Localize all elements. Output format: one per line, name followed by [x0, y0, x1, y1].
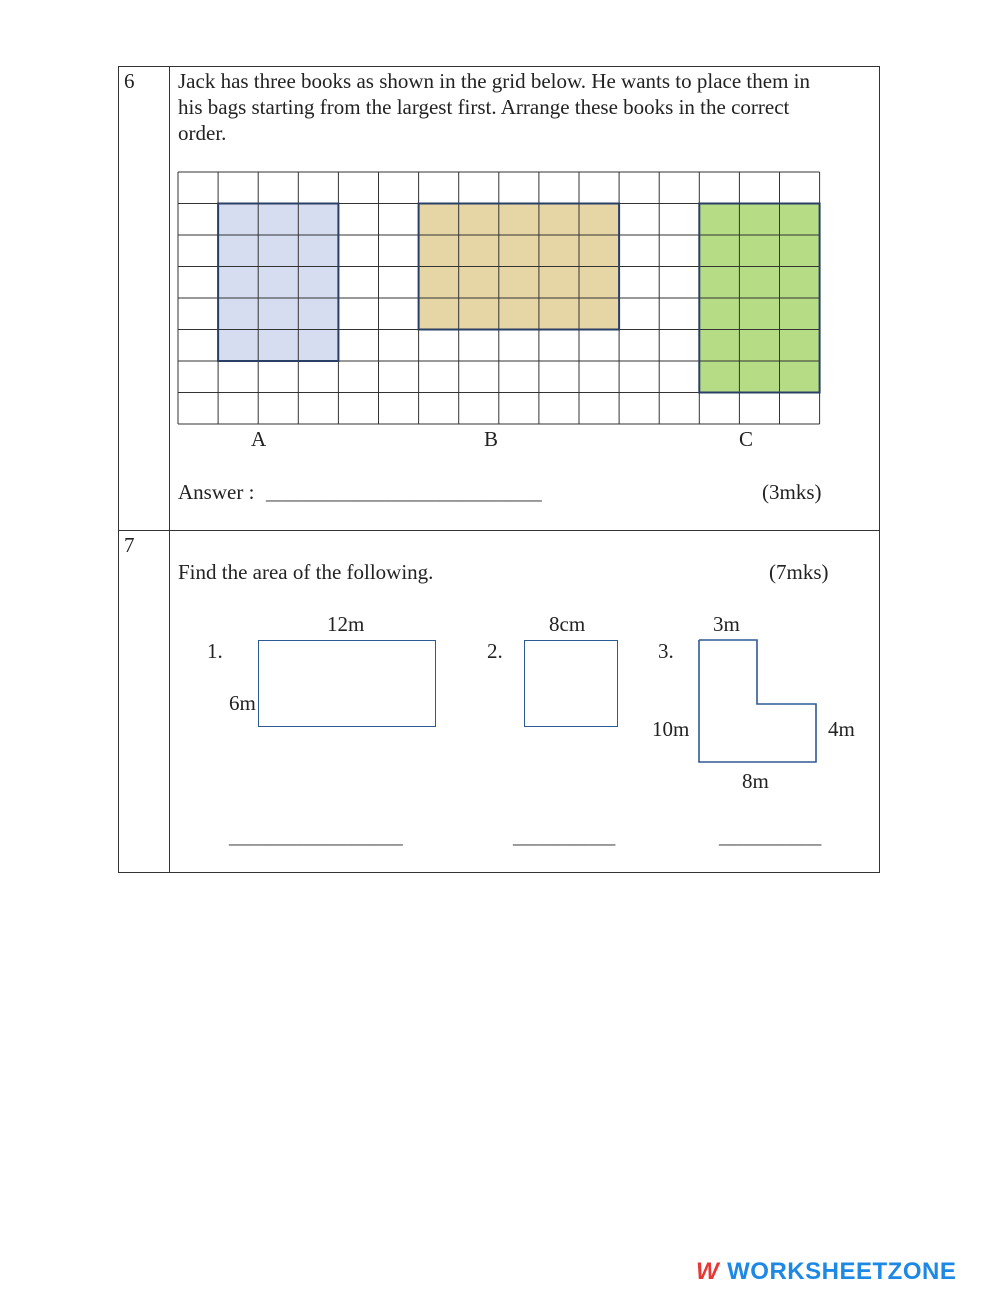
question-text-line: his bags starting from the largest first. Arrange these books in the correct — [178, 95, 790, 119]
book-grid — [170, 165, 830, 435]
question-number: 6 — [124, 69, 135, 93]
logo-mark: W — [696, 1258, 720, 1285]
shape-top-label: 3m — [713, 612, 740, 636]
table-border-right — [879, 66, 880, 873]
book-label-a: A — [251, 427, 267, 451]
rectangle-shape — [258, 640, 436, 727]
l-shape — [690, 632, 830, 772]
shape-right-label: 4m — [828, 717, 855, 741]
shape-index: 1. — [207, 639, 223, 663]
table-border-top — [118, 66, 880, 67]
square-shape — [524, 640, 618, 727]
marks: (7mks) — [769, 560, 829, 584]
table-border-bottom — [118, 872, 880, 873]
question-text: Find the area of the following. — [178, 560, 434, 584]
answer-field[interactable]: __________ — [513, 824, 616, 848]
answer-field[interactable]: ___________________________ — [266, 480, 542, 504]
shape-top-label: 12m — [327, 612, 365, 636]
marks: (3mks) — [762, 480, 822, 504]
shape-side-label: 6m — [229, 691, 256, 715]
logo-text: WORKSHEETZONE — [727, 1258, 957, 1285]
answer-field[interactable]: __________ — [719, 824, 822, 848]
shape-left-label: 10m — [652, 717, 690, 741]
table-row-divider — [118, 530, 880, 531]
answer-field[interactable]: _________________ — [229, 824, 403, 848]
book-label-c: C — [739, 427, 754, 451]
shape-index: 2. — [487, 639, 503, 663]
question-text-line: Jack has three books as shown in the grid below. He wants to place them in — [178, 69, 810, 93]
table-border-left — [118, 66, 119, 873]
book-label-b: B — [484, 427, 499, 451]
shape-index: 3. — [658, 639, 674, 663]
shape-bottom-label: 8m — [742, 769, 769, 793]
answer-label: Answer : — [178, 480, 255, 504]
book-a — [218, 204, 338, 362]
question-number: 7 — [124, 533, 135, 557]
shape-top-label: 8cm — [549, 612, 586, 636]
worksheetzone-logo — [696, 1258, 956, 1286]
question-text-line: order. — [178, 121, 227, 145]
